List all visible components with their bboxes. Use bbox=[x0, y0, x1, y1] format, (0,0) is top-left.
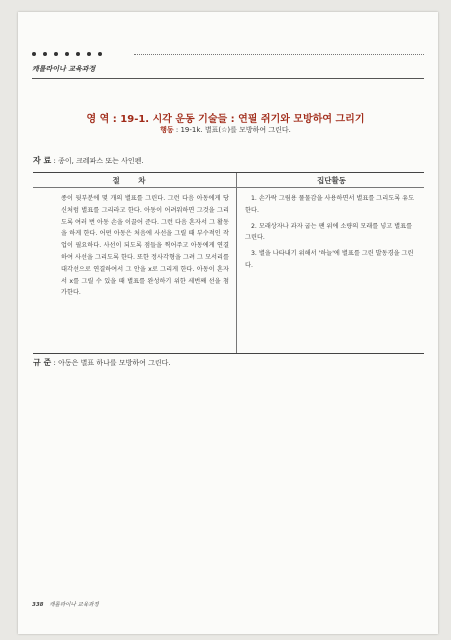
page-footer bbox=[32, 600, 99, 608]
procedure-text: 종이 뒷부분에 몇 개의 별표를 그린다. 그런 다음 아동에게 당신처럼 별표를 그리라고 한다. 아동이 어려워하면 그것을 그리도록 여러 번 아동 손을 이끌어 준다. 그런 다음 혼자서 그 활동을 하게 한다. 어떤 아동은 처음에 사선을 그릴 때 부수적인 작업이 필요하다. 사선이 되도록 점들을 찍어주고 아동에게 연결하여 사선을 그리도록 한다. 또한 정사각형을 그려 그 모서리를 대각선으로 연결하여서 그 안을 x로 그리게 한다. 아동이 혼자서 x를 그릴 수 있을 때 별표를 완성하기 위한 세번째 선을 첨가한다. bbox=[61, 195, 229, 297]
criteria-text: : 아동은 별표 하나를 모방하여 그린다. bbox=[53, 359, 171, 367]
group-item: 2. 모래상자나 과자 굽는 팬 위에 소량의 모래를 넣고 별표를 그린다. bbox=[245, 222, 413, 242]
criteria-label: 규 준 bbox=[33, 358, 52, 367]
group-activity-list bbox=[245, 193, 419, 276]
objective-text: : 19-1k. 별표(☆)를 모방하여 그린다. bbox=[175, 126, 291, 134]
group-activity-header: 집단활동 bbox=[317, 176, 346, 185]
page-number: 338 bbox=[32, 602, 44, 608]
group-item: 3. 별을 나타내기 위해서 '하늘'에 별표를 그린 발동경을 그린다. bbox=[245, 250, 414, 269]
materials-label: 자 료 bbox=[33, 156, 52, 165]
materials-text: : 종이, 크레파스 또는 사인펜. bbox=[53, 157, 144, 165]
header-dotted-rule bbox=[134, 54, 424, 55]
procedure-header: 절 차 bbox=[112, 176, 154, 185]
column-divider bbox=[236, 173, 237, 353]
domain-label: 영 역 bbox=[86, 114, 110, 125]
activity-table bbox=[33, 172, 424, 354]
header-rule bbox=[32, 78, 424, 79]
header-dots bbox=[32, 52, 102, 56]
group-item: 1. 손가락 그림용 풀물감을 사용하면서 별표를 그리도록 유도한다. bbox=[245, 195, 415, 214]
objective-label: 행동 bbox=[160, 126, 174, 134]
domain-text: : 19-1. 시각 운동 기술들 : 연필 쥐기와 모방하여 그리기 bbox=[112, 114, 365, 125]
running-title: 캐롤라이나 교육과정 bbox=[32, 65, 96, 73]
activity-objective bbox=[0, 125, 451, 135]
materials bbox=[33, 155, 144, 166]
table-header bbox=[33, 173, 424, 188]
footer-title: 캐롤라이나 교육과정 bbox=[49, 602, 99, 608]
activity-domain bbox=[0, 110, 451, 125]
criteria bbox=[33, 357, 171, 368]
